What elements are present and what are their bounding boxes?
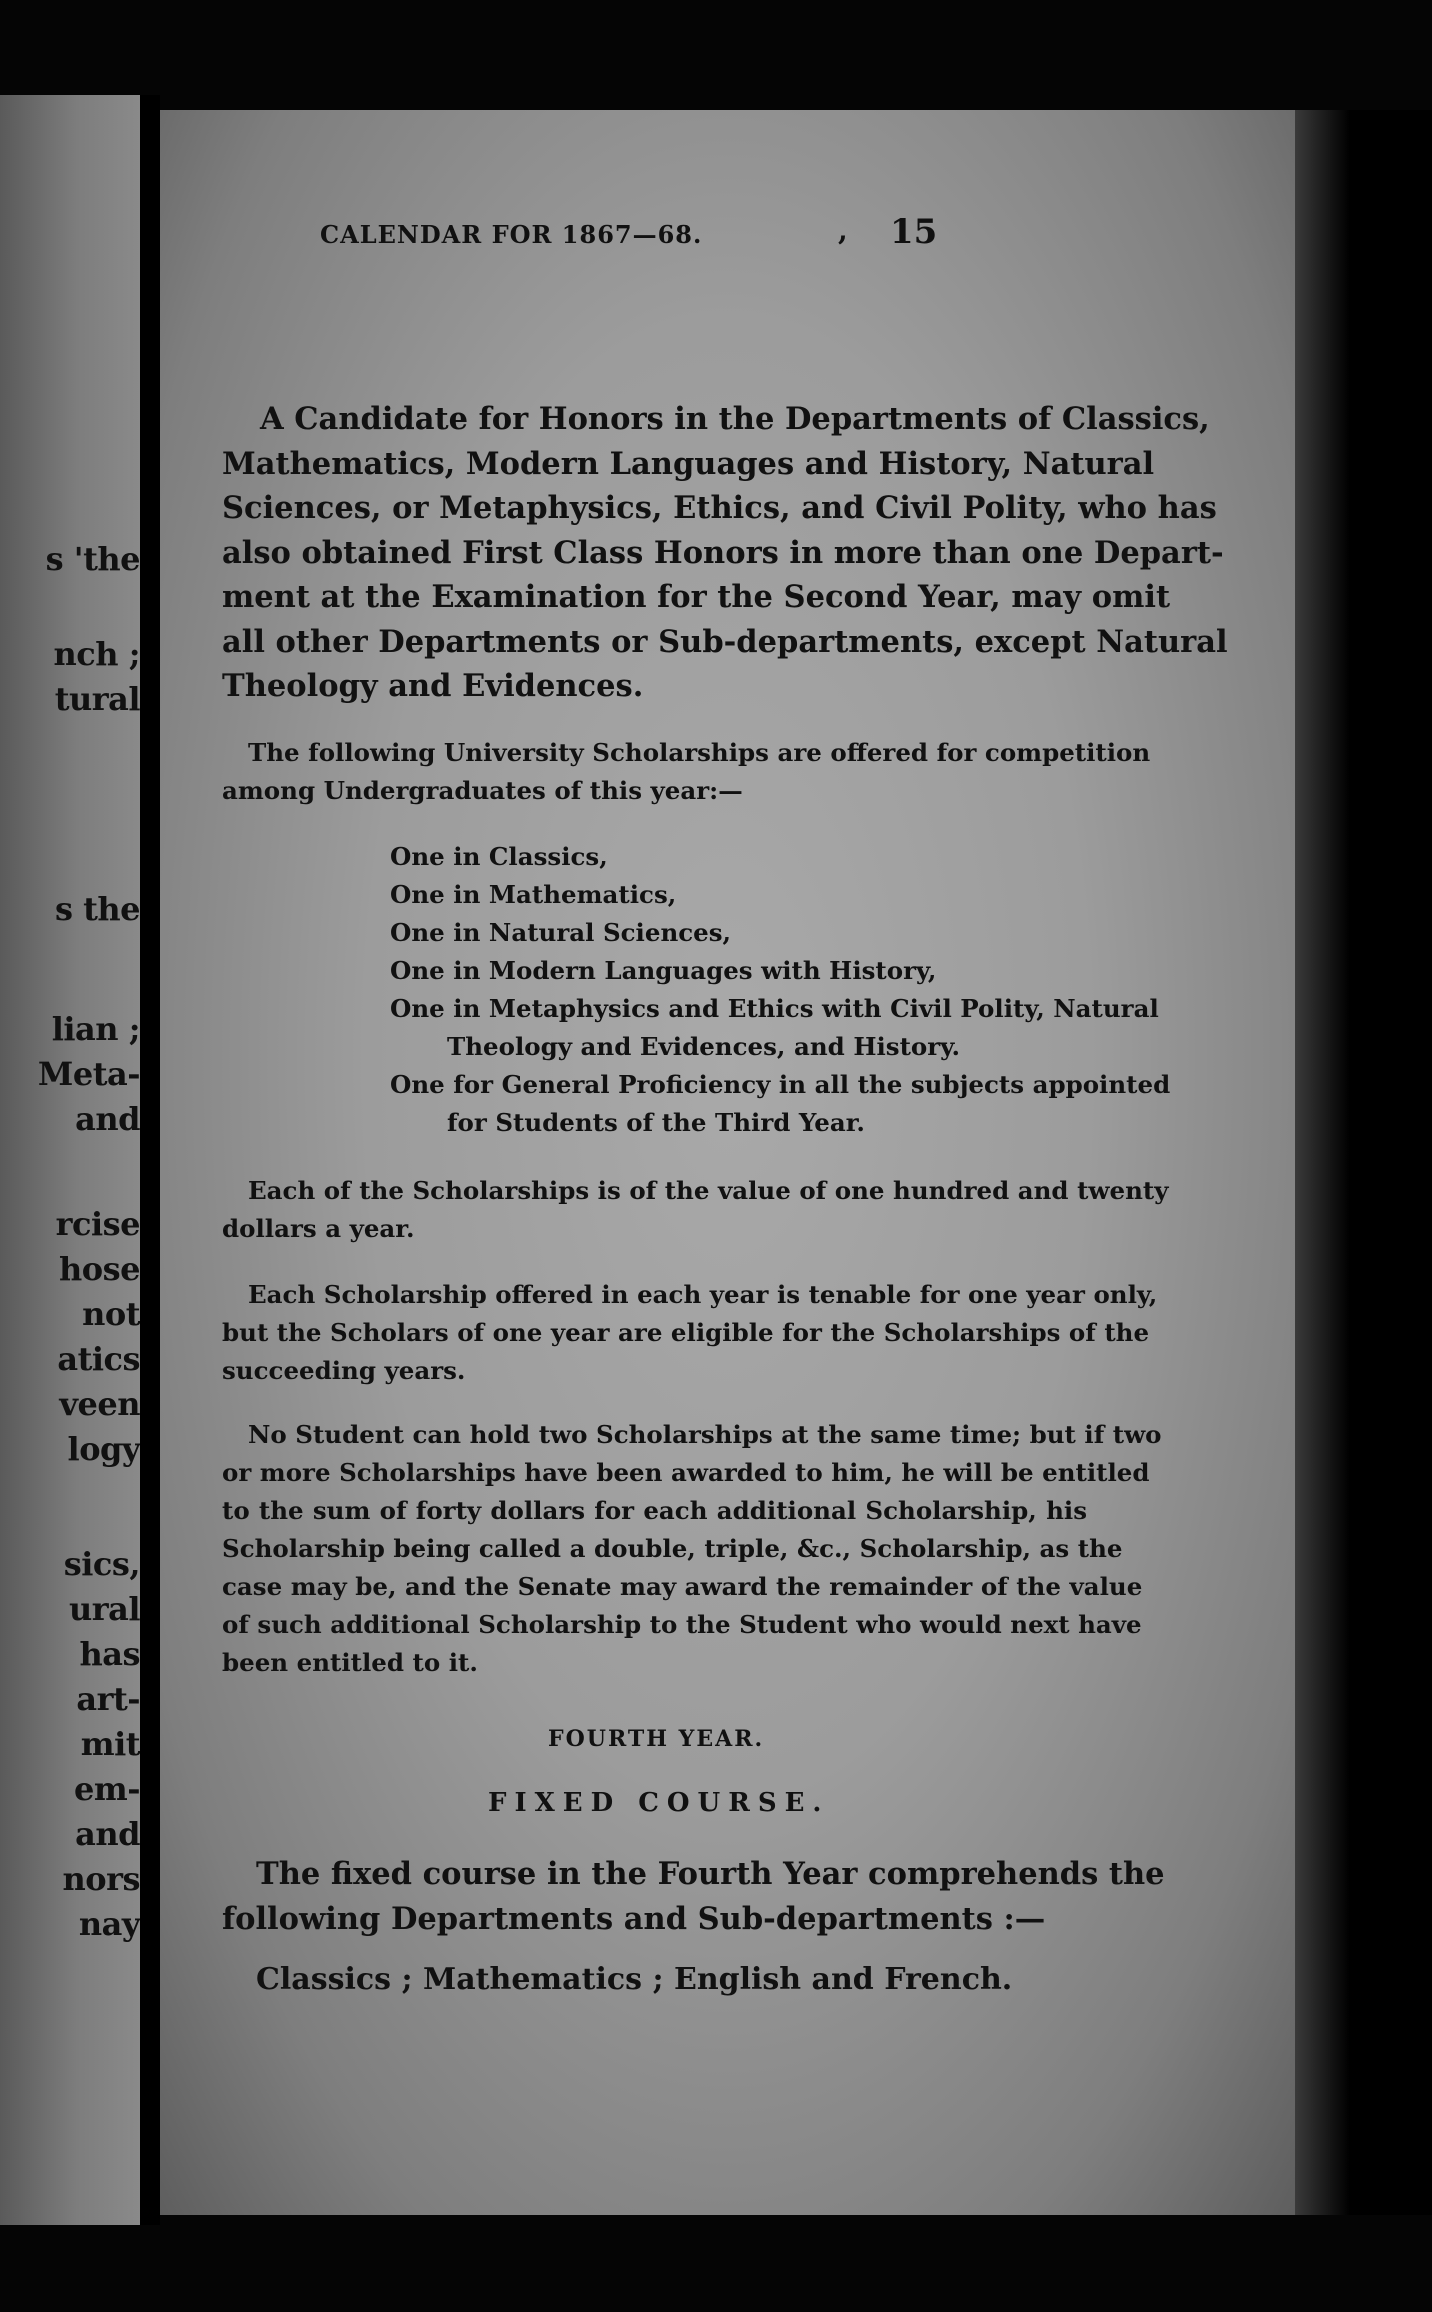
left-page-line: s 'the [45,540,140,578]
left-page-line: logy [67,1430,140,1468]
left-page-line: veen [59,1385,140,1423]
intro-line: Theology and Evidences. [222,668,644,704]
left-page-line: mit [80,1725,140,1763]
tenable-line: Each Scholarship offered in each year is tenable for one year only, [248,1280,1158,1309]
left-page-line: nay [78,1905,140,1943]
scholarship-item: One in Mathematics, [390,880,677,909]
double-scholarship-paragraph [222,1416,1162,1682]
scholarships-intro [222,734,1151,810]
left-page-line: Meta- [37,1055,140,1093]
intro-line: all other Departments or Sub-departments, except Natural [222,623,1228,660]
value-line: dollars a year. [222,1214,415,1243]
scholarship-item: Theology and Evidences, and History. [447,1032,961,1061]
book-gutter [140,95,160,2225]
left-page-line: and [75,1100,140,1138]
left-page-line: art- [76,1680,140,1718]
left-page-line: and [75,1815,140,1853]
right-shadow [1295,110,1432,2215]
scholarship-item: One in Natural Sciences, [390,918,732,947]
scholarships-intro-line: among Undergraduates of this year:— [222,776,743,805]
left-page-line: atics [57,1340,140,1378]
double-line: been entitled to it. [222,1648,478,1677]
left-page-line: s the [54,890,140,928]
intro-line: A Candidate for Honors in the Departments of Classics, [260,401,1210,437]
tenable-line: succeeding years. [222,1356,466,1385]
intro-paragraph [222,397,1228,709]
left-page-line: em- [74,1770,140,1808]
double-line: case may be, and the Senate may award the remainder of the value [222,1572,1143,1601]
scholarship-item: One in Classics, [390,842,608,871]
stray-mark: , [838,214,848,247]
running-header: CALENDAR FOR 1867—68. [320,220,703,249]
page-number: 15 [890,212,938,252]
double-line: or more Scholarships have been awarded to him, he will be entitled [222,1458,1150,1487]
left-page-line: has [79,1635,140,1673]
scholarship-list [390,838,1170,1142]
scholarship-item: for Students of the Third Year. [447,1108,865,1137]
fourth-year-heading: FOURTH YEAR. [548,1726,765,1752]
fourth-year-paragraph [222,1852,1165,1941]
scholarship-item: One for General Proficiency in all the subjects appointed [390,1070,1171,1099]
fourth-year-departments: Classics ; Mathematics ; English and French. [256,1962,1013,1997]
left-page-line: lian ; [51,1010,140,1048]
value-line: Each of the Scholarships is of the value of one hundred and twenty [248,1176,1169,1205]
double-line: Scholarship being called a double, triple, &c., Scholarship, as the [222,1534,1123,1563]
value-paragraph [222,1172,1169,1248]
intro-line: also obtained First Class Honors in more than one Depart- [222,534,1224,571]
scholarship-item: One in Metaphysics and Ethics with Civil Polity, Natural [390,994,1159,1023]
left-page-line: sics, [63,1545,140,1583]
left-page-line: nors [62,1860,140,1898]
tenable-paragraph [222,1276,1158,1390]
left-page-line: not [82,1295,140,1333]
fourth-year-line: following Departments and Sub-departments :— [222,1900,1046,1937]
left-page-line: ural [68,1590,140,1628]
scholarship-item: One in Modern Languages with History, [390,956,937,985]
double-line: of such additional Scholarship to the Student who would next have [222,1610,1142,1639]
left-page-line: tural [54,680,140,718]
left-page-line: hose [59,1250,140,1288]
double-line: to the sum of forty dollars for each additional Scholarship, his [222,1496,1087,1525]
scholarships-intro-line: The following University Scholarships are offered for competition [248,738,1151,767]
left-page-line: rcise [55,1205,140,1243]
fourth-year-line: The fixed course in the Fourth Year comprehends the [256,1856,1165,1892]
double-line: No Student can hold two Scholarships at the same time; but if two [248,1420,1162,1449]
intro-line: ment at the Examination for the Second Year, may omit [222,579,1171,615]
left-page-fragment [0,95,140,2225]
tenable-line: but the Scholars of one year are eligible for the Scholarships of the [222,1318,1150,1347]
intro-line: Mathematics, Modern Languages and History, Natural [222,445,1155,482]
intro-line: Sciences, or Metaphysics, Ethics, and Civil Polity, who has [222,490,1217,526]
fixed-course-heading: FIXED COURSE. [488,1788,830,1818]
left-page-line: nch ; [53,635,140,673]
